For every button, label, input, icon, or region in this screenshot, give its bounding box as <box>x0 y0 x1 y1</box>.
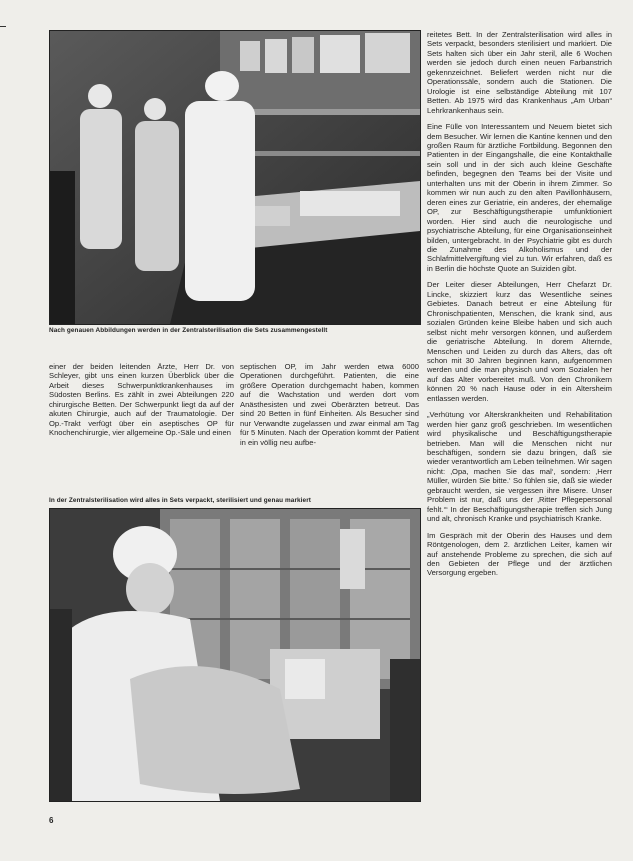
paragraph: reitetes Bett. In der Zentralsterilisation wird alles in Sets verpackt, besonders sterilisiert und markiert. Die Sets halten sich über ein Jahr steril, alle 6 Wochen werden sie jedoch durch einen neuen Farbanstrich gekennzeichnet. Beliefert werden nicht nur die Operationssäle, sondern auch die Stationen. Die Urologie ist eine selbständige Abteilung mit 107 Betten. Ab 1975 wird das Krankenhaus „Am Urban“ Lehrkrankenhaus sein. <box>427 30 612 115</box>
paragraph: Der Leiter dieser Abteilungen, Herr Chefarzt Dr. Lincke, skizziert kurz das Wesentliche seines Gebietes. Danach betreut er eine Abteilung für Chronischpatienten, Menschen, die krank sind, aus sozialen Gründen keine Bleibe haben und sich auch selbst nicht mehr versorgen können, und außerdem die geriatrische Abteilung. In dorem Alternde, Menschen und Leiden zu durch das Alters, das oft schon mit 30 Jahren beginnen kann, aufgenommen werden und die man physisch und vom Sozialen her auf das Alter vorbereitet muß. Von den Chronikern können 20 % nach Hause oder in ein Altersheim entlassen werden. <box>427 280 612 403</box>
text-column-right <box>427 30 612 578</box>
paragraph: Im Gespräch mit der Oberin des Hauses und dem Röntgenologen, dem 2. ärztlichen Leiter, kamen wir auf anstehende Probleme zu sprechen, die sich auf den Gebieten der Pflege und der ärztlichen Versorgung ergeben. <box>427 530 612 578</box>
bottom-photo-caption: In der Zentralsterilisation wird alles in Sets verpackt, sterilisiert und genau markiert <box>49 497 312 504</box>
text-column-middle <box>240 362 419 447</box>
bottom-photo <box>49 508 421 802</box>
top-photo <box>49 30 421 325</box>
page-number: 6 <box>49 816 54 825</box>
sterilization-room-photo <box>50 31 420 324</box>
paragraph: septischen OP, im Jahr werden etwa 6000 Operationen durchgeführt. Patienten, die eine größere Operation durchgemacht haben, kommen auf die Wachstation und werden dort vom Anästhesisten und zwei Oberärzten betreut. Das sind 20 Betten in fünf Einheiten. Als Besucher sind nur Verwandte zugelassen und zwar einmal am Tag für 5 Minuten. Nach der Operation kommt der Patient in ein völlig neu aufbe- <box>240 362 419 447</box>
text-column-left <box>49 362 234 438</box>
paragraph: einer der beiden leitenden Ärzte, Herr Dr. von Schleyer, gibt uns einen kurzen Überblick über die Arbeit dieses Schwerpunktkrankenhauses im Südosten Berlins. Es zählt in zwei Abteilungen 220 chirurgische Betten. Der Schwerpunkt liegt da auf der akuten Chirurgie, auch auf der Traumatologie. Der Op.-Trakt verfügt über ein aseptisches OP für Knochenchirurgie, vier allgemeine Op.-Säle und einen <box>49 362 234 438</box>
paragraph: „Verhütung vor Alterskrankheiten und Rehabilitation werden hier ganz groß geschrieben. Im wesentlichen wird physikalische und Beschäftigungstherapie betrieben. Man will die Menschen nicht nur beschäftigen, sondern sie dazu bringen, daß sie wieder verantwortlich am Leben teilnehmen. Wir sagen nicht: ‚Opa, machen Sie das mal‘, sondern: ‚Herr Müller, würden Sie bitte.‘ So fühlen sie, daß sie wieder gebraucht werden, sie vergessen ihre Misere. Unser Problem ist nur, daß uns der ‚Ritter Pflegepersonal fehlt.‘“ In der Beschäftigungstherapie treffen sich Jung und alt, chronisch Kranke und psychiatrisch Kranke. <box>427 410 612 524</box>
paragraph: Eine Fülle von Interessantem und Neuem bietet sich dem Besucher. Wir lernen die Kantine kennen und den großen Raum für ärztliche Fortbildung. Begonnen den Patienten in der Eingangshalle, die eine Kontakthalle sein soll und in der sich auch kleine Geschäfte befinden, begegnen den Teams bei der Visite und unterhalten uns mit der Oberin in ihrem Zimmer. So kommen wir nun auch zu den alten Pavillonhäusern, deren eines zur Geriatrie, ein anderes, der ehemalige OP, zur Beschäftigungstherapie umfunktioniert worden. Hier sind auch die neurologische und psychiatrische Abteilung, für eine Organisationseinheit bilden, untergebracht. In der Psychiatrie gibt es durch die Zunahme des Alkoholismus und der Schlafmittelvergiftung viel zu tun. Wir erfahren, daß es in Berlin die höchste Quote an Suiziden gibt. <box>427 122 612 273</box>
nurse-packing-sets-photo <box>50 509 420 801</box>
top-photo-caption: Nach genauen Abbildungen werden in der Zentralsterilisation die Sets zusammengestellt <box>49 327 328 334</box>
edge-mark <box>0 26 6 27</box>
